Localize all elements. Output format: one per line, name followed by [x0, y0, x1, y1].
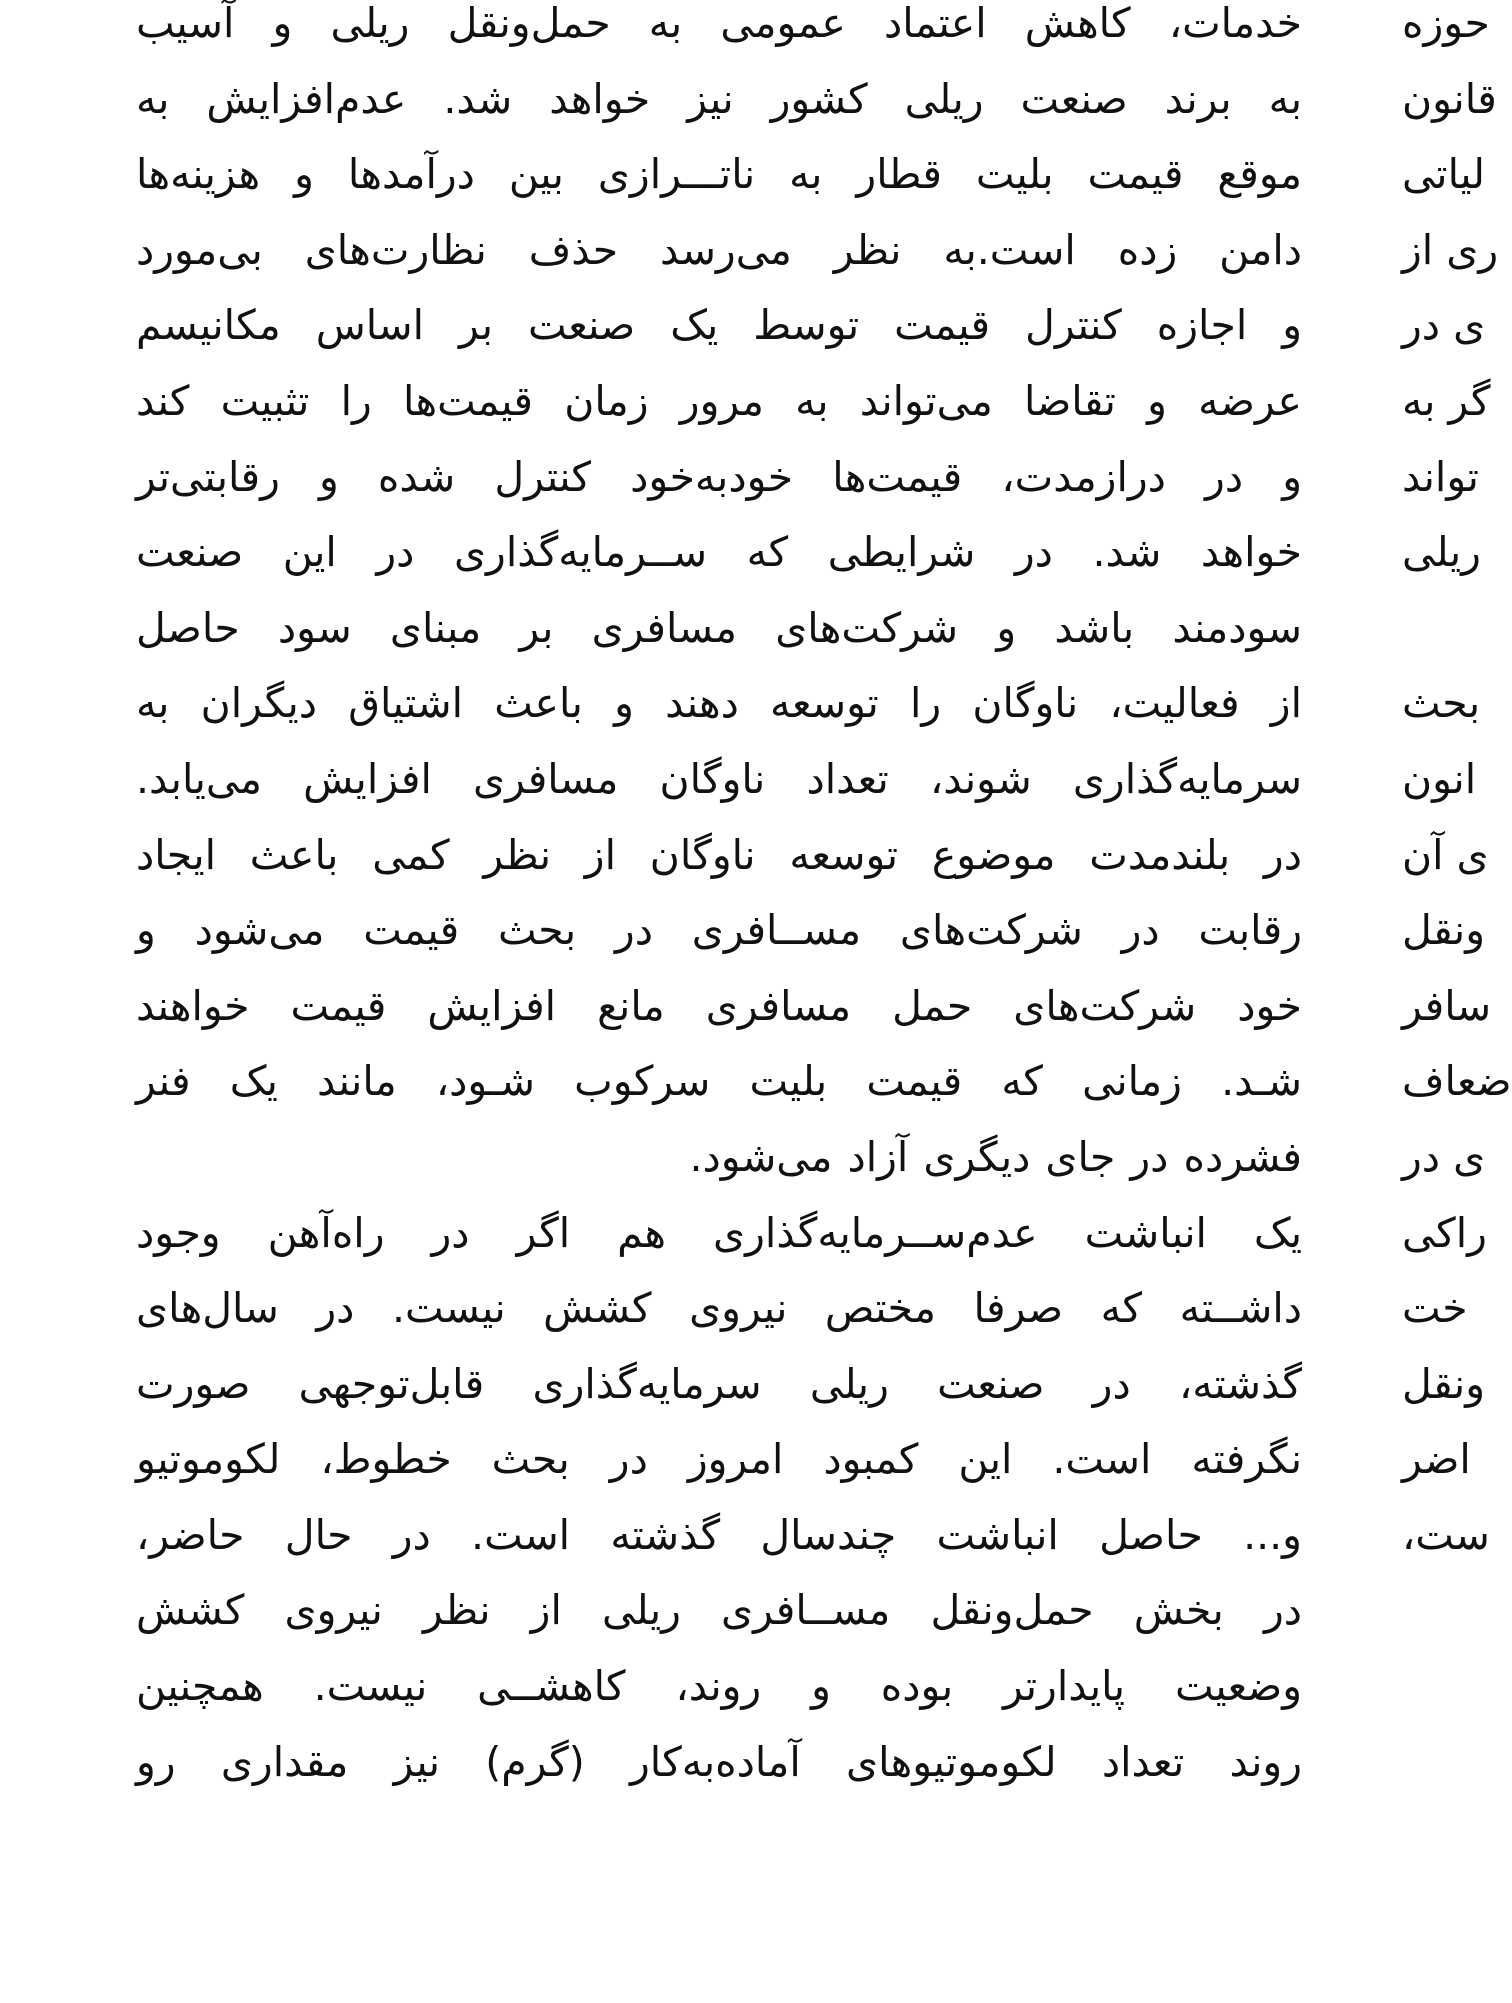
cropped-text-fragment: گر به	[1402, 376, 1491, 425]
text-line: خود شرکت‌های حمل مسافری مانع افزایش قیمت خواهند	[136, 981, 1302, 1030]
cropped-text-fragment: تواند	[1402, 452, 1479, 501]
text-line: دامن زده است.به نظر می‌رسد حذف نظارت‌های بی‌مورد	[136, 225, 1302, 274]
cropped-text-fragment: ونقل	[1402, 1359, 1486, 1408]
cropped-text-fragment: حوزه	[1402, 0, 1490, 47]
cropped-text-fragment: بحث	[1402, 679, 1481, 728]
text-line: سرمایه‌گذاری شوند، تعداد ناوگان مسافری افزایش می‌یابد.	[136, 754, 1302, 803]
text-line: و... حاصل انباشت چندسال گذشته است. در حال حاضر،	[136, 1510, 1302, 1559]
cropped-text-fragment: اضر	[1402, 1435, 1471, 1484]
text-line: داشــته که صرفا مختص نیروی کشش نیست. در سال‌های	[136, 1284, 1302, 1333]
text-line: سودمند باشد و شرکت‌های مسافری بر مبنای سود حاصل	[136, 603, 1302, 652]
right-column-cropped	[1402, 0, 1512, 1573]
cropped-text-fragment: ضعاف	[1402, 1057, 1512, 1106]
cropped-text-fragment: قانون	[1402, 74, 1497, 123]
cropped-text-fragment: ی در	[1402, 301, 1486, 350]
cropped-text-fragment: انون	[1402, 754, 1477, 803]
text-line: موقع قیمت بلیت قطار به ناتـــرازی بین درآمدها و هزینه‌ها	[136, 150, 1302, 199]
cropped-text-fragment: ونقل	[1402, 906, 1486, 955]
text-line: یک انباشت عدم‌ســرمایه‌گذاری هم اگر در راه‌آهن وجود	[136, 1208, 1302, 1257]
cropped-text-fragment: لیاتی	[1402, 150, 1485, 199]
main-text-column	[136, 0, 1302, 1800]
text-line: و در درازمدت، قیمت‌ها خودبه‌خود کنترل شده و رقابتی‌تر	[136, 452, 1302, 501]
text-line: نگرفته است. این کمبود امروز در بحث خطوط، لکوموتیو	[136, 1435, 1302, 1484]
text-line: روند تعداد لکوموتیوهای آماده‌به‌کار (گرم) نیز مقداری رو	[136, 1737, 1302, 1786]
text-line: در بلندمدت موضوع توسعه ناوگان از نظر کمی باعث ایجاد	[136, 830, 1302, 879]
text-line: رقابت در شرکت‌های مســافری در بحث قیمت می‌شود و	[136, 906, 1302, 955]
text-line: خواهد شد. در شرایطی که ســرمایه‌گذاری در این صنعت	[136, 528, 1302, 577]
cropped-text-fragment: ریلی	[1402, 528, 1481, 577]
text-line: و اجازه کنترل قیمت توسط یک صنعت بر اساس مکانیسم	[136, 301, 1302, 350]
text-line: خدمات، کاهش اعتماد عمومی به حمل‌ونقل ریلی و آسیب	[136, 0, 1302, 47]
cropped-text-fragment	[1402, 591, 1500, 667]
text-line: عرضه و تقاضا می‌تواند به مرور زمان قیمت‌ها را تثبیت کند	[136, 376, 1302, 425]
cropped-text-fragment: خت	[1402, 1284, 1468, 1333]
text-line-paragraph-end: فشرده در جای دیگری آزاد می‌شود.	[689, 1132, 1302, 1181]
cropped-text-fragment: ی در	[1402, 1132, 1486, 1181]
text-line: از فعالیت، ناوگان را توسعه دهند و باعث اشتیاق دیگران به	[136, 679, 1302, 728]
cropped-text-fragment: ی آن	[1402, 830, 1489, 879]
text-line: گذشته، در صنعت ریلی سرمایه‌گذاری قابل‌توجهی صورت	[136, 1359, 1302, 1408]
cropped-text-fragment: سافر	[1402, 981, 1492, 1030]
cropped-text-fragment: راکی	[1402, 1208, 1487, 1257]
text-line: در بخش حمل‌ونقل مســافری ریلی از نظر نیروی کشش	[136, 1586, 1302, 1635]
cropped-text-fragment: ری از	[1402, 225, 1499, 274]
text-line: به برند صنعت ریلی کشور نیز خواهد شد. عدم‌افزایش به	[136, 74, 1302, 123]
text-line: وضعیت پایدارتر بوده و روند، کاهشــی نیست. همچنین	[136, 1662, 1302, 1711]
text-line: شـد. زمانی که قیمت بلیت سرکوب شـود، مانند یک فنر	[136, 1057, 1302, 1106]
cropped-text-fragment: ست،	[1402, 1510, 1490, 1559]
